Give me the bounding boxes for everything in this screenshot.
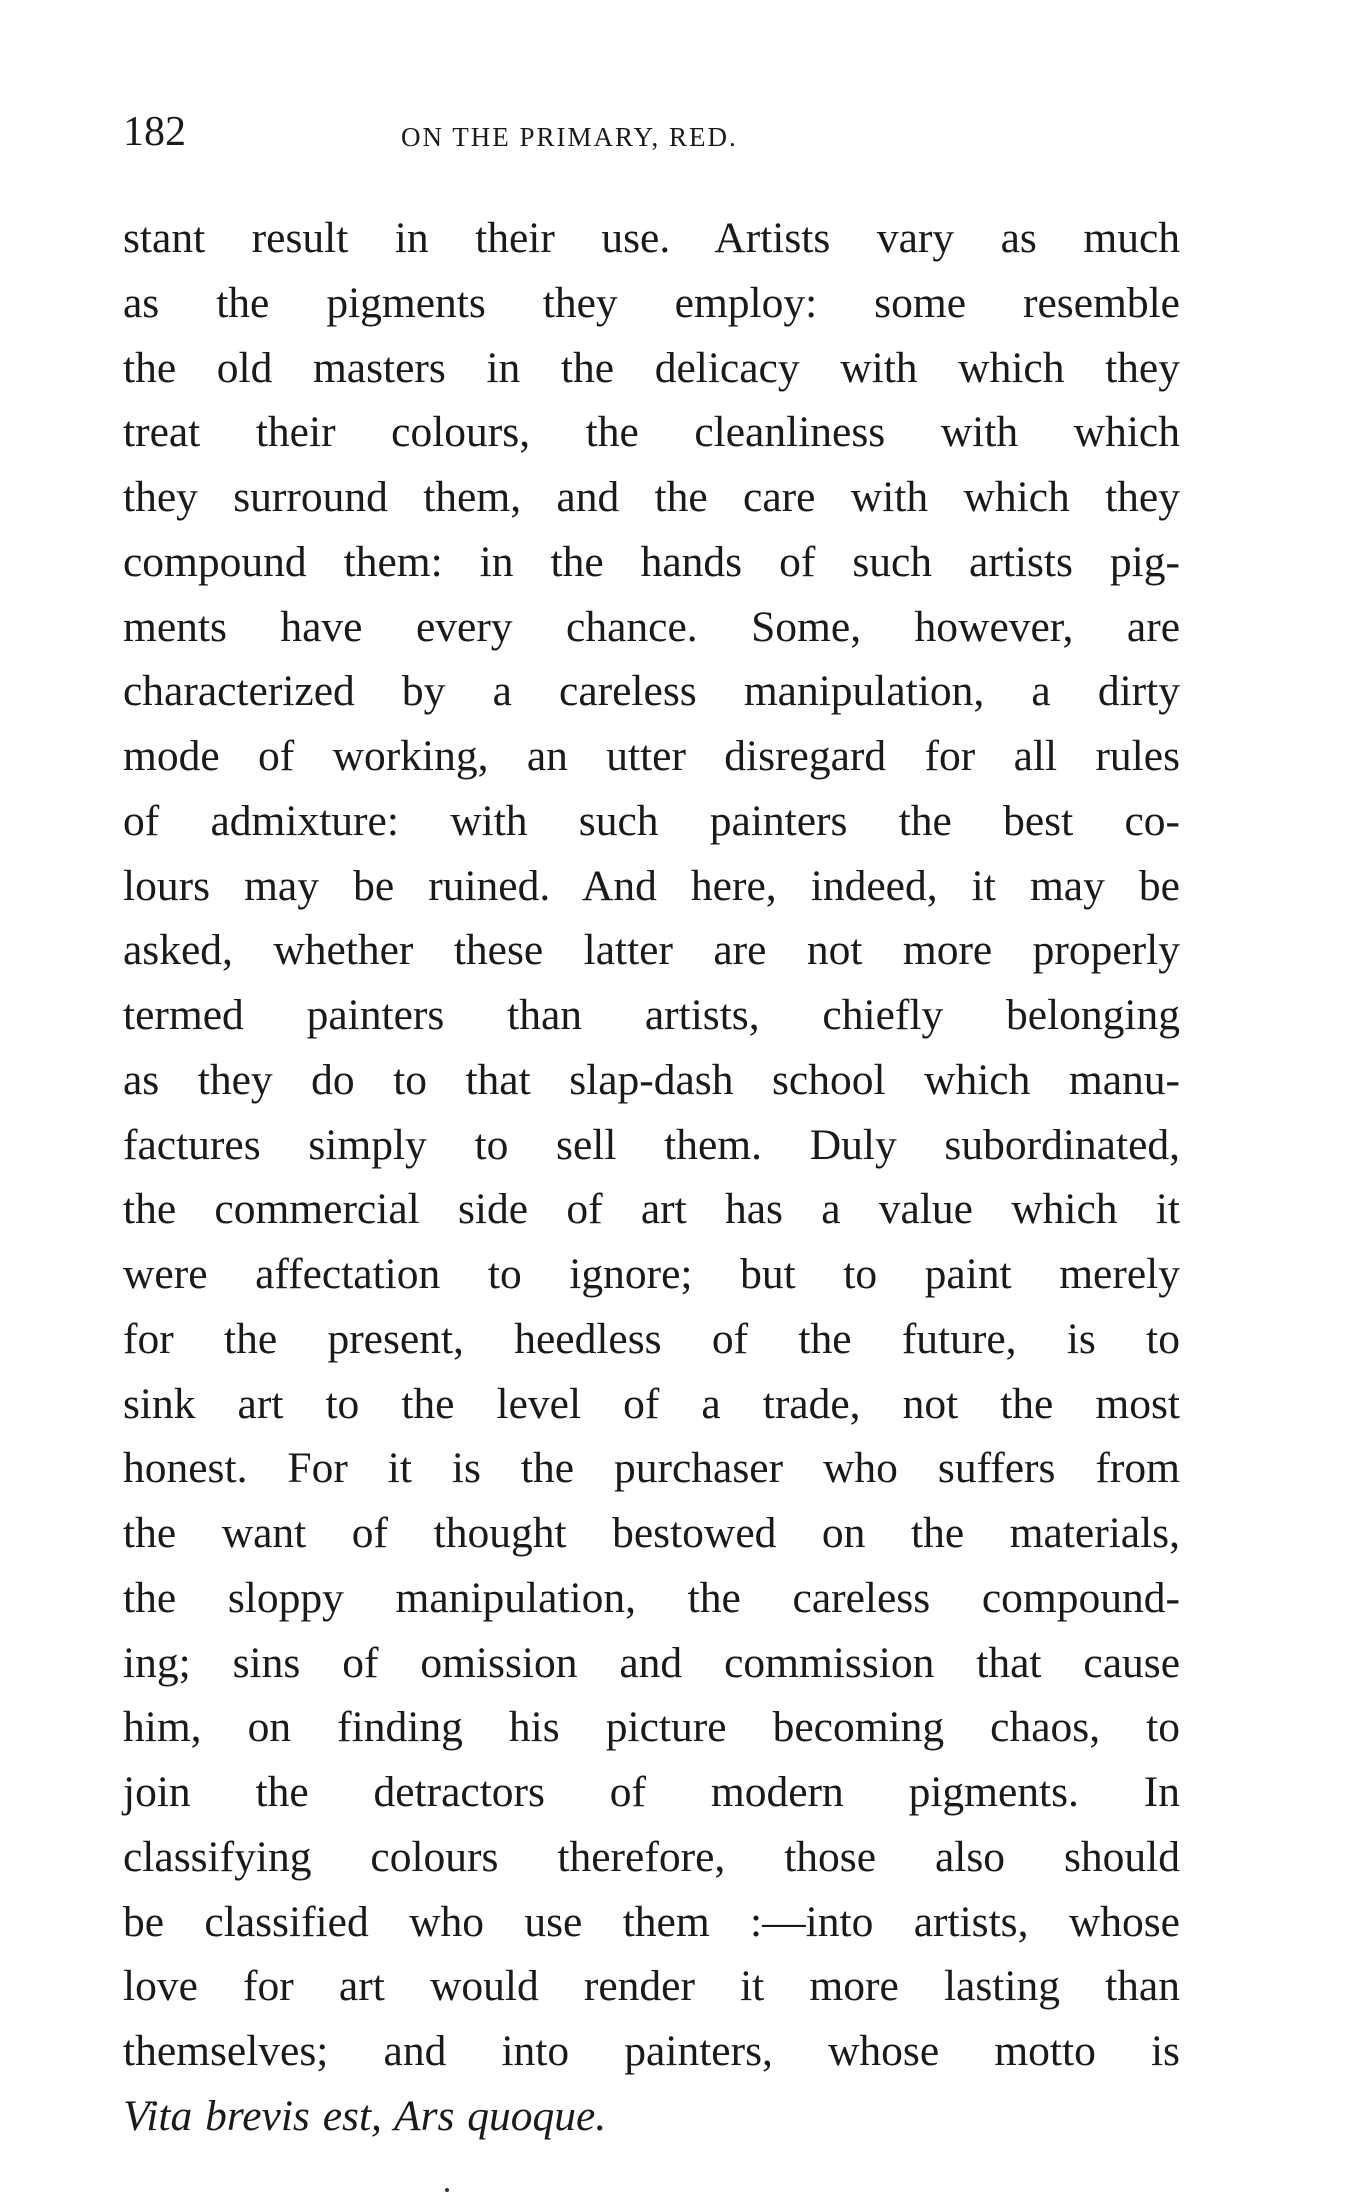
- page-body-text: [123, 206, 1180, 2149]
- text-line: stant result in their use. Artists vary as much: [123, 214, 1180, 262]
- text-line: factures simply to sell them. Duly subordinated,: [123, 1120, 1180, 1169]
- text-line: as they do to that slap-dash school which manu-: [123, 1055, 1180, 1104]
- text-line: lours may be ruined. And here, indeed, it may be: [123, 861, 1180, 910]
- text-line: they surround them, and the care with which they: [123, 473, 1180, 521]
- text-line: were affectation to ignore; but to paint merely: [123, 1250, 1180, 1298]
- scan-speck: [445, 2188, 449, 2192]
- text-line: him, on finding his picture becoming chaos, to: [123, 1703, 1180, 1752]
- text-line: themselves; and into painters, whose motto is: [123, 2027, 1180, 2075]
- page-number: 182: [123, 109, 186, 155]
- running-title: ON THE PRIMARY, RED.: [401, 122, 738, 152]
- text-line: treat their colours, the cleanliness with which: [123, 408, 1180, 457]
- page-header: [123, 108, 1180, 168]
- text-line: the commercial side of art has a value which it: [123, 1185, 1180, 1234]
- text-line: the want of thought bestowed on the materials,: [123, 1509, 1180, 1557]
- text-line: Vita brevis est, Ars quoque.: [123, 2091, 607, 2140]
- text-line: be classified who use them :—into artists, whose: [123, 1897, 1180, 1946]
- text-line: love for art would render it more lasting than: [123, 1962, 1180, 2011]
- text-line: the sloppy manipulation, the careless compound-: [123, 1573, 1180, 1622]
- text-line: ments have every chance. Some, however, are: [123, 602, 1180, 651]
- text-line: honest. For it is the purchaser who suffers from: [123, 1444, 1180, 1493]
- text-line: ing; sins of omission and commission that cause: [123, 1638, 1180, 1687]
- text-line: termed painters than artists, chiefly belonging: [123, 991, 1180, 1039]
- text-line: of admixture: with such painters the best co-: [123, 796, 1180, 845]
- text-line: characterized by a careless manipulation, a dirty: [123, 667, 1180, 716]
- text-line: compound them: in the hands of such artists pig-: [123, 537, 1180, 586]
- text-line: asked, whether these latter are not more properly: [123, 926, 1180, 975]
- text-line: classifying colours therefore, those also should: [123, 1832, 1180, 1881]
- text-line: as the pigments they employ: some resemble: [123, 278, 1180, 327]
- text-line: the old masters in the delicacy with which they: [123, 343, 1180, 392]
- text-line: join the detractors of modern pigments. In: [123, 1768, 1180, 1816]
- text-line: mode of working, an utter disregard for all rules: [123, 732, 1180, 780]
- text-line: sink art to the level of a trade, not the most: [123, 1379, 1180, 1428]
- text-line: for the present, heedless of the future, is to: [123, 1314, 1180, 1363]
